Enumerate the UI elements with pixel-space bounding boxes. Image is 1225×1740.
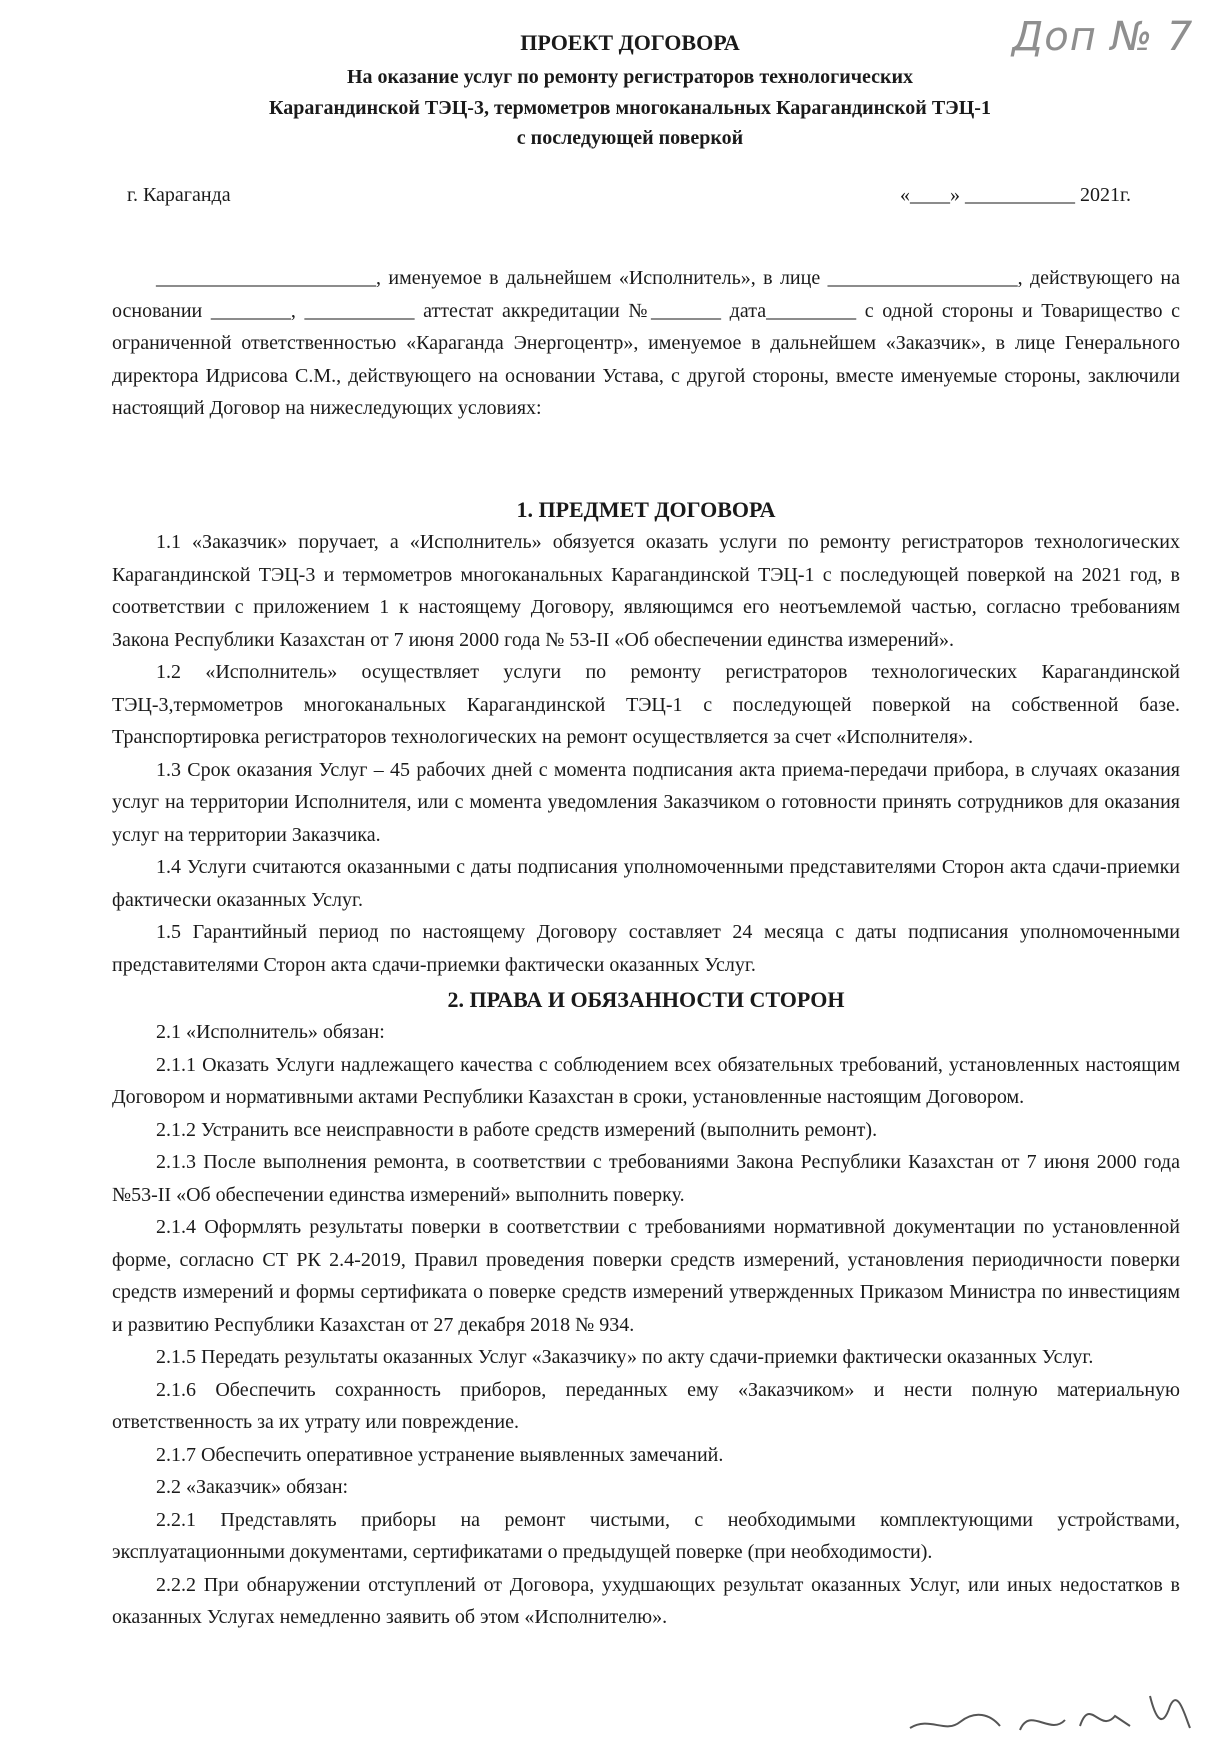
section-1-heading: 1. ПРЕДМЕТ ДОГОВОРА (516, 497, 776, 522)
clause-2-1-4: 2.1.4 Оформлять результаты поверки в соответствии с требованиями нормативной документации по установленной форме, согласно СТ РК 2.4-2019, Правил проведения поверки средств измерений, установления периодичности поверки средств измерений и формы сертификата о поверке средств измерений утвержденных Приказом Министра по инвестициям и развитию Республики Казахстан от 27 декабря 2018 № 934. (112, 1216, 1180, 1336)
section-2-heading: 2. ПРАВА И ОБЯЗАННОСТИ СТОРОН (447, 987, 845, 1012)
section-2 (112, 984, 1180, 1634)
date-field: «____» ___________ 2021г. (900, 184, 1131, 206)
clause-1-5: 1.5 Гарантийный период по настоящему Договору составляет 24 месяца с даты подписания уполномоченными представителями Сторон акта сдачи-приемки фактически оказанных Услуг. (112, 921, 1180, 976)
clause-2-1-1: 2.1.1 Оказать Услуги надлежащего качества с соблюдением всех обязательных требований, установленных настоящим Договором и нормативными актами Республики Казахстан в сроки, установленные настоящим Договором. (112, 1053, 1180, 1108)
document-title: ПРОЕКТ ДОГОВОРА (520, 30, 740, 55)
clause-2-2-1: 2.2.1 Представлять приборы на ремонт чистыми, с необходимыми комплектующими устройствами, эксплуатационными документами, сертификатами о предыдущей поверке (при необходимости). (112, 1508, 1180, 1563)
clause-1-1: 1.1 «Заказчик» поручает, а «Исполнитель» обязуется оказать услуги по ремонту регистраторов технологических Карагандинской ТЭЦ-3 и термометров многоканальных Карагандинской ТЭЦ-1 с последующей поверкой на 2021 год, в соответствии с приложением 1 к настоящему Договору, являющимся его неотъемлемой частью, согласно требованиям Закона Республики Казахстан от 7 июня 2000 года № 53-II «Об обеспечении единства измерений». (112, 531, 1180, 651)
clause-2-1-6: 2.1.6 Обеспечить сохранность приборов, переданных ему «Заказчиком» и нести полную материальную ответственность за их утрату или повреждение. (112, 1378, 1180, 1433)
clause-2-2-2: 2.2.2 При обнаружении отступлений от Договора, ухудшающих результат оказанных Услуг, или иных недостатков в оказанных Услугах немедленно заявить об этом «Исполнителю». (112, 1573, 1180, 1628)
clause-2-1: 2.1 «Исполнитель» обязан: (156, 1021, 385, 1043)
subtitle-line-2: Карагандинской ТЭЦ-3, термометров многоканальных Карагандинской ТЭЦ-1 (269, 97, 991, 119)
intro-paragraph (112, 262, 1180, 425)
clause-2-1-2: 2.1.2 Устранить все неисправности в работе средств измерений (выполнить ремонт). (156, 1118, 878, 1141)
place: г. Караганда (127, 184, 231, 206)
subtitle-line-1: На оказание услуг по ремонту регистраторов технологических (346, 66, 914, 88)
clause-2-1-5: 2.1.5 Передать результаты оказанных Услуг «Заказчику» по акту сдачи-приемки фактически оказанных Услуг. (156, 1346, 1094, 1368)
clause-2-2: 2.2 «Заказчик» обязан: (156, 1476, 349, 1498)
intro-text: ______________________, именуемое в дальнейшем «Исполнитель», в лице ___________________, действующего на основании ________, ___________ аттестат аккредитации №_______ дата_________ с одной стороны и Товарищество с ограниченной ответственностью «Караганда Энергоцентр», именуемое в дальнейшем «Заказчик», в лице Генерального директора Идрисова С.М., действующего на основании Устава, с другой стороны, вместе именуемые стороны, заключили настоящий Договор на нижеследующих условиях: (112, 267, 1180, 419)
clause-2-1-7: 2.1.7 Обеспечить оперативное устранение выявленных замечаний. (156, 1443, 724, 1466)
section-1 (112, 494, 1180, 981)
clause-2-1-3: 2.1.3 После выполнения ремонта, в соответствии с требованиями Закона Республики Казахстан от 7 июня 2000 года №53-II «Об обеспечении единства измерений» выполнить поверку. (112, 1151, 1180, 1206)
signature-scribble (900, 1676, 1200, 1738)
clause-1-3: 1.3 Срок оказания Услуг – 45 рабочих дней с момента подписания акта приема-передачи прибора, в случаях оказания услуг на территории Исполнителя, или с момента уведомления Заказчиком о готовности принять сотрудников для оказания услуг на территории Заказчика. (112, 758, 1180, 846)
subtitle-line-3: с последующей поверкой (516, 127, 744, 149)
clause-1-4: 1.4 Услуги считаются оказанными с даты подписания уполномоченными представителями Сторон акта сдачи-приемки фактически оказанных Услуг. (112, 856, 1180, 911)
handwritten-annotation: Доп № 7 (1012, 14, 1194, 60)
clause-1-2: 1.2 «Исполнитель» осуществляет услуги по ремонту регистраторов технологических Карагандинской ТЭЦ-3,термометров многоканальных Карагандинской ТЭЦ-1 с последующей поверкой на собственной базе. Транспортировка регистраторов технологических на ремонт осуществляется за счет «Исполнителя». (112, 661, 1180, 748)
